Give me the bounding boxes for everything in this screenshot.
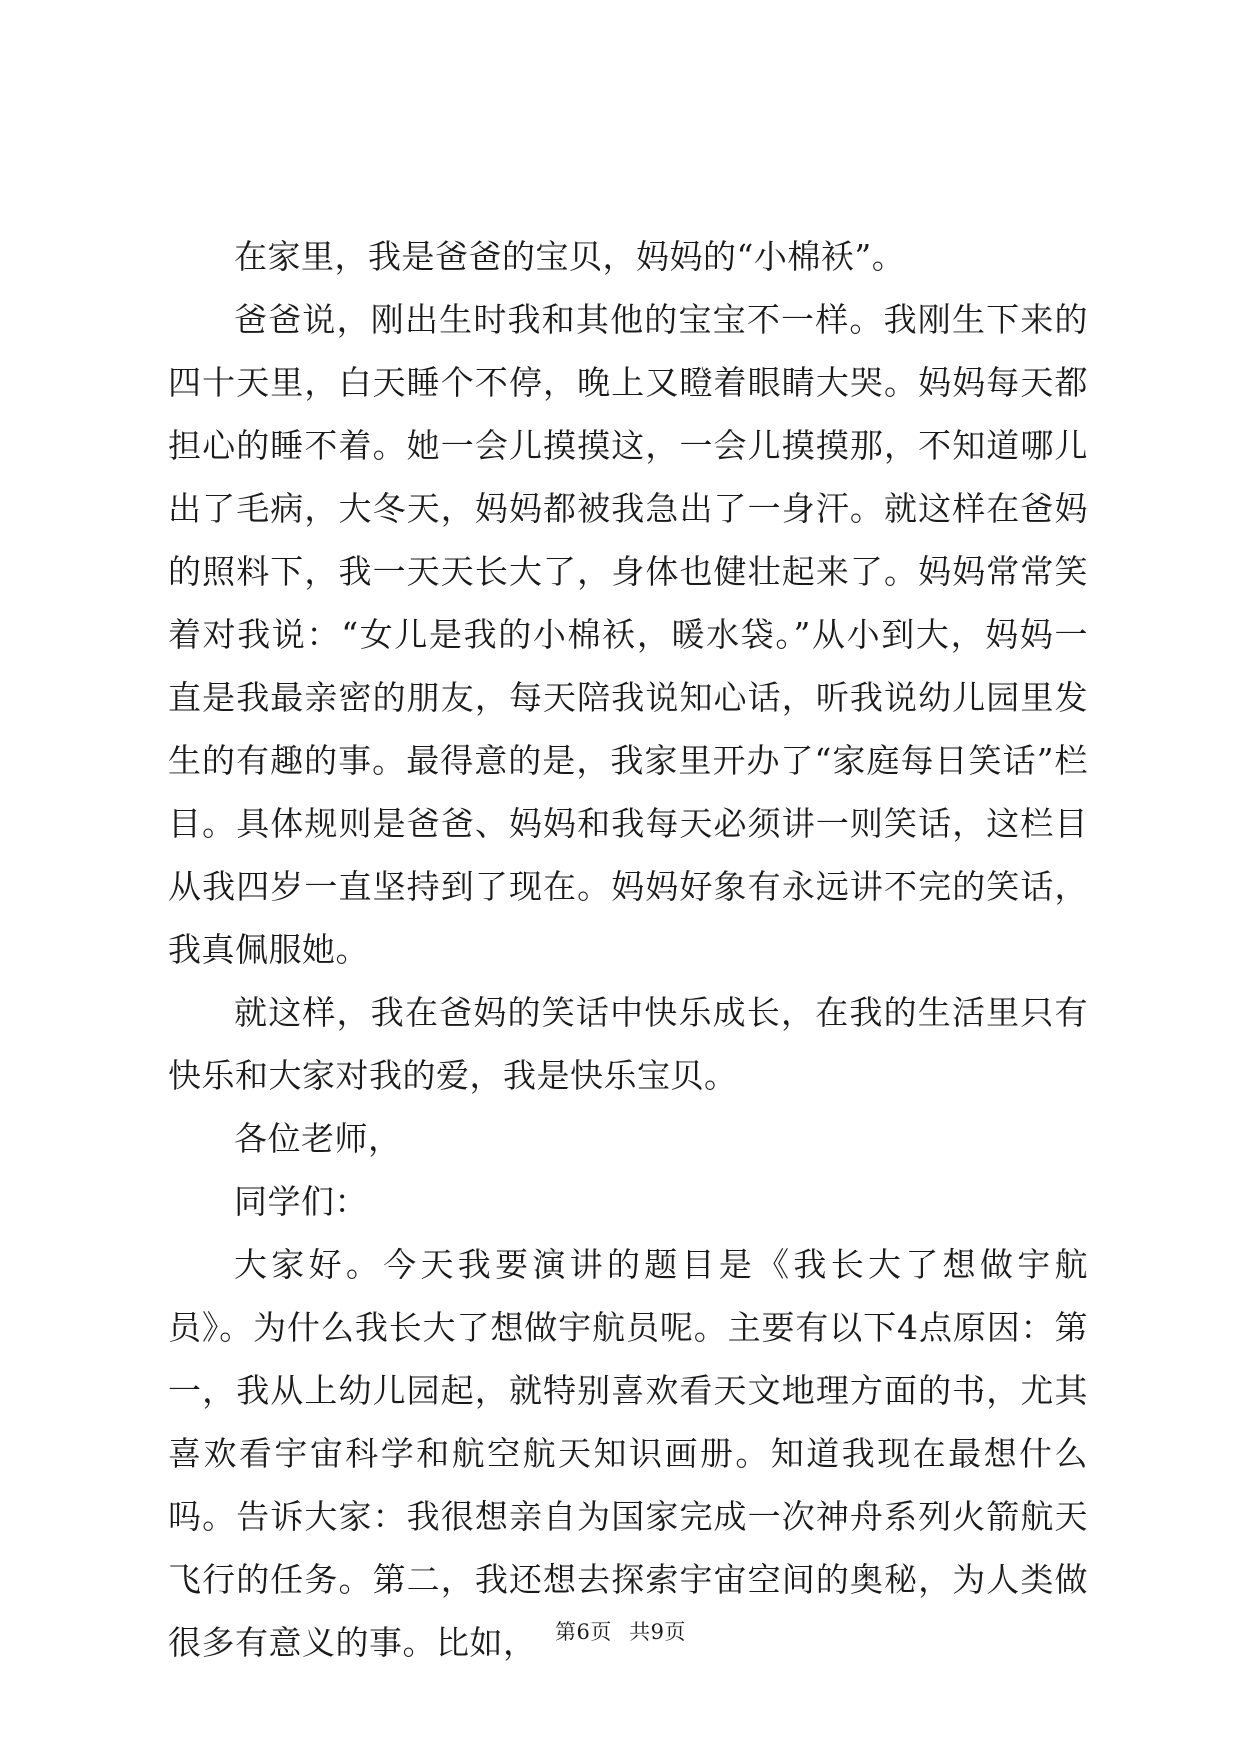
paragraph: 爸爸说，刚出生时我和其他的宝宝不一样。我刚生下来的四十天里，白天睡个不停，晚上又瞪着眼睛大哭。妈妈每天都担心的睡不着。她一会儿摸摸这，一会儿摸摸那，不知道哪儿出了毛病，大冬天，妈妈都被我急出了一身汗。就这样在爸妈的照料下，我一天天长大了，身体也健壮起来了。妈妈常常笑着对我说：“女儿是我的小棉袄，暖水袋。”从小到大，妈妈一直是我最亲密的朋友，每天陪我说知心话，听我说幼儿园里发生的有趣的事。最得意的是，我家里开办了“家庭每日笑话”栏目。具体规则是爸爸、妈妈和我每天必须讲一则笑话，这栏目从我四岁一直坚持到了现在。妈妈好象有永远讲不完的笑话，我真佩服她。 [168, 300, 1088, 969]
paragraph: 各位老师， [234, 1119, 402, 1158]
document-body [168, 225, 1088, 1674]
page-number: 第6页 [555, 1620, 612, 1644]
paragraph: 大家好。今天我要演讲的题目是《我长大了想做宇航员》。为什么我长大了想做宇航员呢。主要有以下4点原因：第一，我从上幼儿园起，就特别喜欢看天文地理方面的书，尤其喜欢看宇宙科学和航空航天知识画册。知道我现在最想什么吗。告诉大家：我很想亲自为国家完成一次神舟系列火箭航天飞行的任务。第二，我还想去探索宇宙空间的奥秘，为人类做很多有意义的事。比如， [168, 1245, 1088, 1662]
paragraph: 在家里，我是爸爸的宝贝，妈妈的“小棉袄”。 [234, 237, 906, 276]
page-total: 共9页 [629, 1620, 686, 1644]
page-footer [0, 1616, 1241, 1646]
paragraph: 就这样，我在爸妈的笑话中快乐成长，在我的生活里只有快乐和大家对我的爱，我是快乐宝贝。 [168, 993, 1088, 1095]
paragraph: 同学们： [234, 1182, 368, 1221]
